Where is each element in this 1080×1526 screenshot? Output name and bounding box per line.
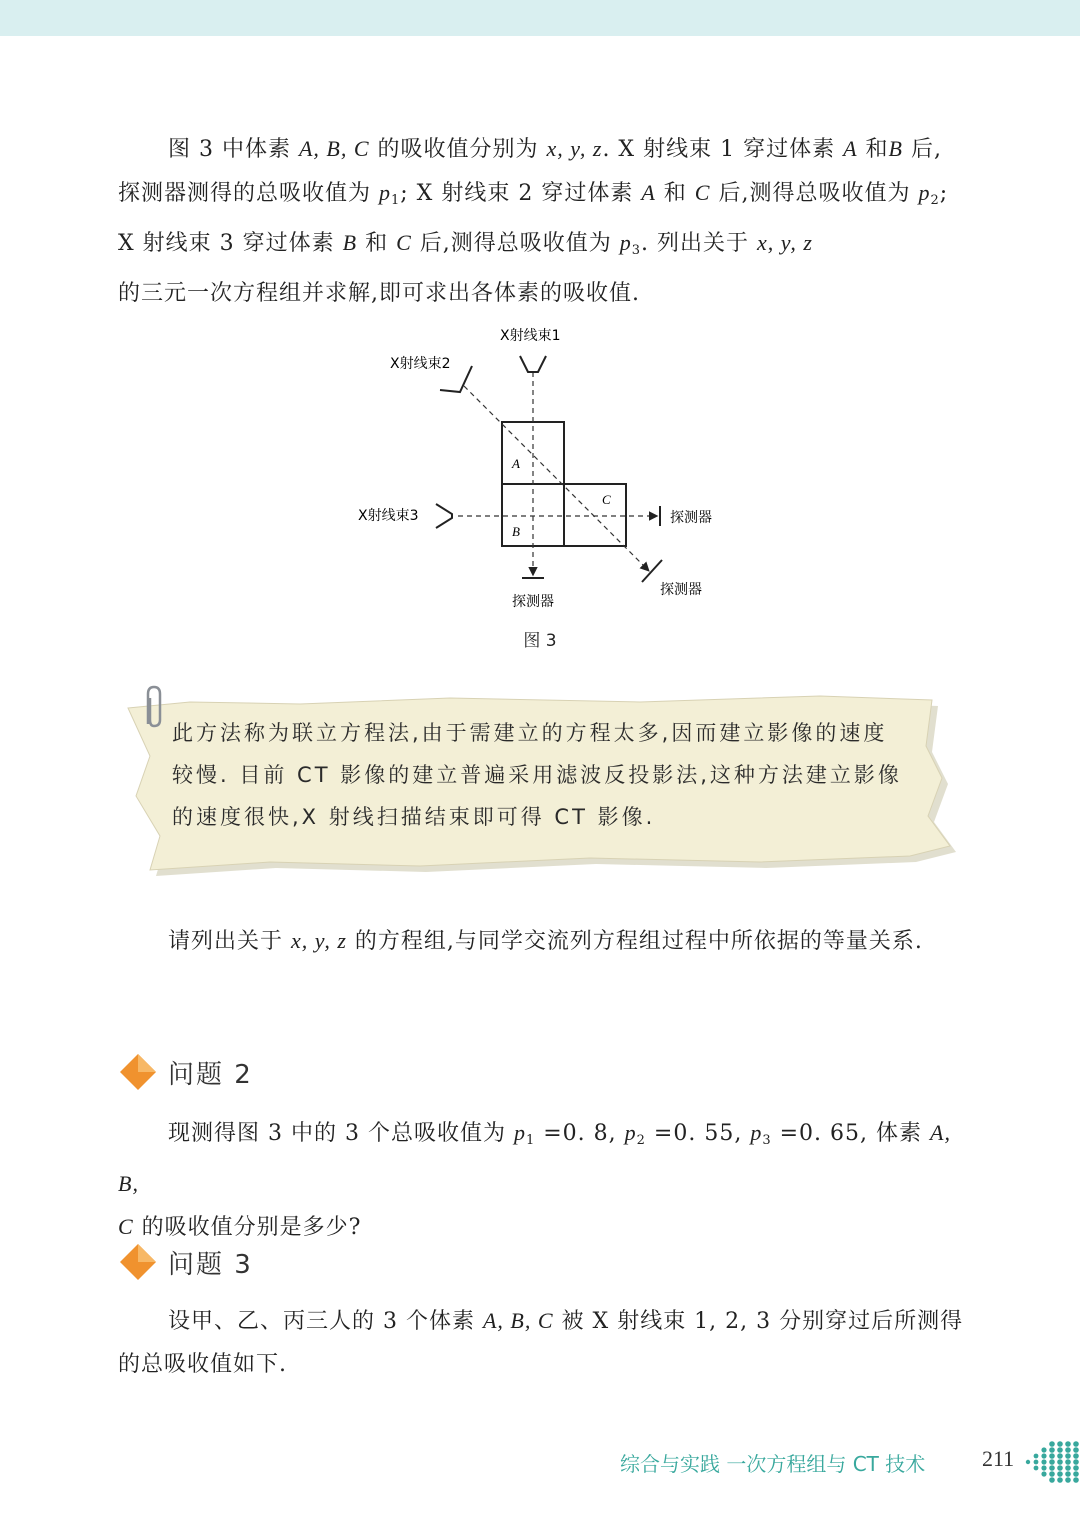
beam-1-label: X射线束1 [500, 328, 561, 344]
equation-prompt-paragraph: 请列出关于 x, y, z 的方程组,与同学交流列方程组过程中所依据的等量关系. [168, 928, 923, 954]
note-box [120, 686, 960, 876]
footer-section-title: 综合与实践 一次方程组与 CT 技术 [620, 1452, 926, 1476]
beam-2-path [464, 386, 648, 570]
detector-3-label: 探测器 [670, 510, 712, 526]
top-color-band [0, 0, 1080, 36]
beam-1-source-icon [520, 356, 546, 372]
voxel-c-box [564, 484, 626, 546]
page-footer [620, 1444, 1060, 1478]
detector-1-label: 探测器 [512, 594, 554, 610]
question-3-title: 问题 3 [168, 1250, 253, 1280]
beam-2-label: X射线束2 [390, 356, 451, 372]
detector-2-icon [642, 560, 662, 582]
paperclip-icon [140, 684, 166, 730]
dot-grid-icon [1024, 1438, 1080, 1486]
voxel-a-label: A [512, 456, 520, 471]
diamond-bullet-icon [118, 1052, 158, 1092]
figure-caption: 图 3 [523, 631, 557, 651]
question-2-title: 问题 2 [168, 1060, 253, 1090]
ct-voxel-diagram [340, 320, 740, 620]
page-number: 211 [982, 1446, 1015, 1471]
diamond-bullet-icon [118, 1242, 158, 1282]
beam-3-label: X射线束3 [358, 508, 419, 524]
voxel-b-label: B [512, 524, 520, 539]
intro-paragraph: 图 3 中体素 A, B, C 的吸收值分别为 x, y, z. X 射线束 1 穿过体素 A 和B 后,探测器测得的总吸收值为 $p_1$; X 射线束 2 穿过体素 A 和 C 后,测得总吸收值为 $p_2$; X 射线束 3 穿过体素 B 和 C 后,测得总吸收值为 $p_3$. 列出关于 x, y, z 的三元一次方程组并求解,即可求出各体素的吸收值. [118, 136, 949, 306]
question-3-paragraph: 设甲、乙、丙三人的 3 个体素 A, B, C 被 X 射线束 1, 2, 3 分别穿过后所测得的总吸收值如下. [118, 1308, 964, 1377]
beam-3-source-icon [436, 504, 452, 528]
figure-3-diagram [340, 320, 740, 620]
question-2-paragraph: 现测得图 3 中的 3 个总吸收值为 $p_1 =0$. 8, $p_2 =0$. 55, $p_3 =0$. 65, 体素 A, B, C 的吸收值分别是多少? [118, 1120, 951, 1240]
voxel-c-label: C [602, 492, 611, 507]
detector-2-label: 探测器 [660, 582, 702, 598]
note-text: 此方法称为联立方程法,由于需建立的方程太多,因而建立影像的速度较慢. 目前 CT 影像的建立普遍采用滤波反投影法,这种方法建立影像的速度很快,X 射线扫描结束即可得 CT 影像. [172, 721, 902, 829]
